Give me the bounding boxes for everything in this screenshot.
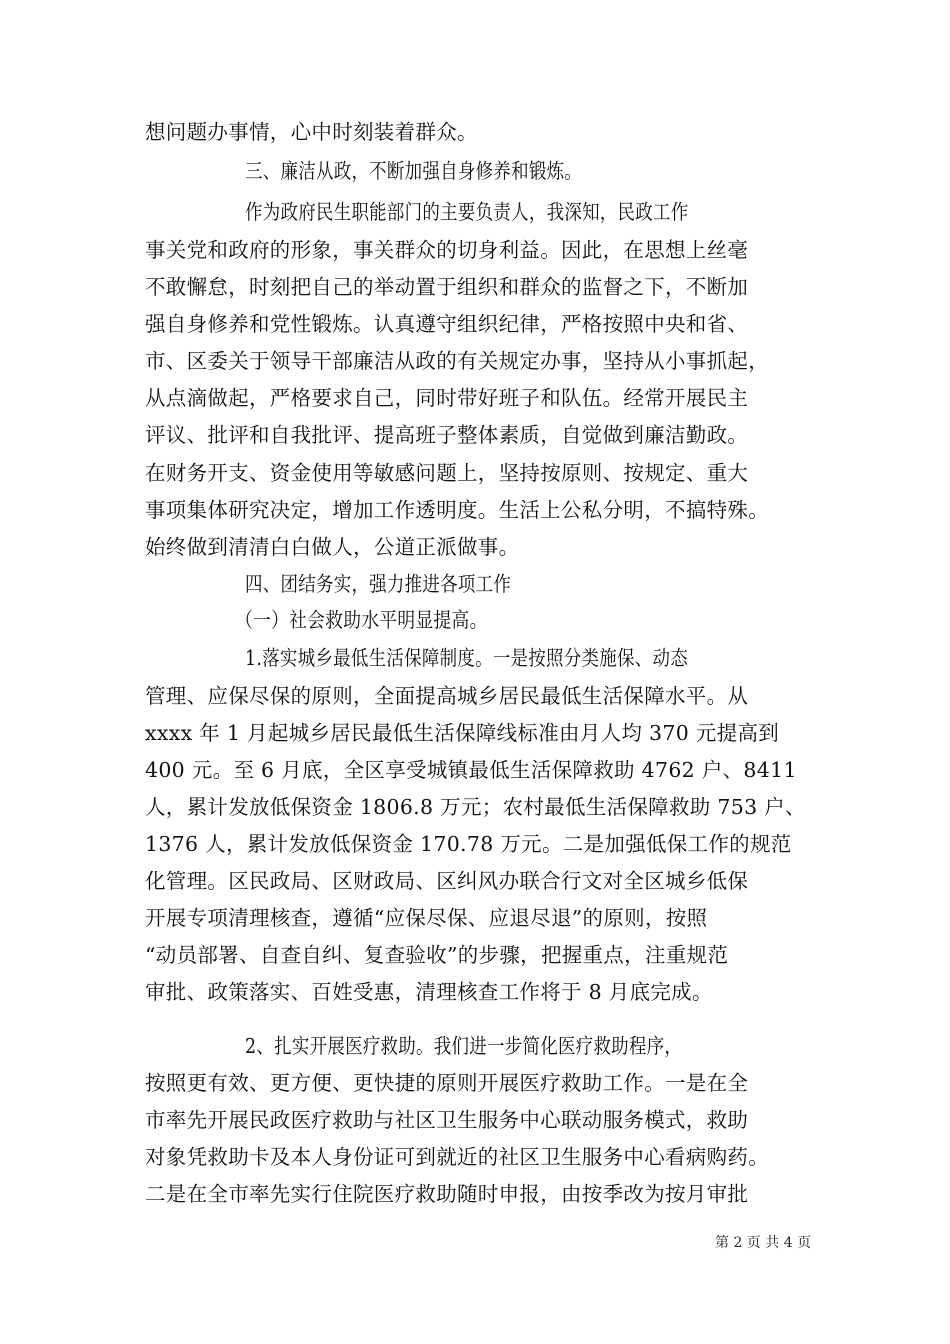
text-line: 评议、批评和自我批评、提高班子整体素质，自觉做到廉洁勤政。: [145, 423, 749, 447]
text-line: 开展专项清理核查，遵循“应保尽保、应退尽退”的原则，按照: [145, 906, 708, 930]
text-line: 对象凭救助卡及本人身份证可到就近的社区卫生服务中心看病购药。: [145, 1145, 769, 1169]
section-heading: 四、团结务实，强力推进各项工作: [245, 572, 512, 596]
text-line: 事项集体研究决定，增加工作透明度。生活上公私分明，不搞特殊。: [145, 498, 769, 522]
text-line: xxxx 年 1 月起城乡居民最低生活保障线标准由月人均 370 元提高到: [145, 721, 780, 745]
text-line: 400 元。至 6 月底，全区享受城镇最低生活保障救助 4762 户、8411: [145, 758, 797, 782]
text-line: “动员部署、自查自纠、复查验收”的步骤，把握重点，注重规范: [145, 943, 729, 967]
text-line: 1376 人，累计发放低保资金 170.78 万元。二是加强低保工作的规范: [145, 832, 792, 856]
text-line: 始终做到清清白白做人，公道正派做事。: [145, 535, 520, 559]
text-line: 市率先开展民政医疗救助与社区卫生服务中心联动服务模式，救助: [145, 1108, 749, 1132]
text-line: 在财务开支、资金使用等敏感问题上，坚持按原则、按规定、重大: [145, 461, 749, 485]
text-line: 想问题办事情，心中时刻装着群众。: [145, 120, 478, 144]
text-line: 强自身修养和党性锻炼。认真遵守组织纪律，严格按照中央和省、: [145, 312, 749, 336]
page-number-footer: 第 2 页 共 4 页: [715, 1235, 812, 1251]
text-line: 从点滴做起，严格要求自己，同时带好班子和队伍。经常开展民主: [145, 386, 749, 410]
text-line: 管理、应保尽保的原则，全面提高城乡居民最低生活保障水平。从: [145, 684, 749, 708]
subsection-heading: （一）社会救助水平明显提高。: [235, 608, 488, 632]
text-line: 不敢懈怠，时刻把自己的举动置于组织和群众的监督之下，不断加: [145, 275, 749, 299]
text-line: 二是在全市率先实行住院医疗救助随时申报，由按季改为按月审批: [145, 1182, 749, 1206]
text-line: 人，累计发放低保资金 1806.8 万元；农村最低生活保障救助 753 户、: [145, 795, 806, 819]
paragraph-first-line: 2、扎实开展医疗救助。我们进一步简化医疗救助程序，: [245, 1034, 683, 1058]
text-line: 事关党和政府的形象，事关群众的切身利益。因此，在思想上丝毫: [145, 238, 749, 262]
paragraph-first-line: 1.落实城乡最低生活保障制度。一是按照分类施保、动态: [245, 646, 688, 670]
text-line: 按照更有效、更方便、更快捷的原则开展医疗救助工作。一是在全: [145, 1071, 749, 1095]
text-line: 市、区委关于领导干部廉洁从政的有关规定办事，坚持从小事抓起，: [145, 349, 769, 373]
text-line: 化管理。区民政局、区财政局、区纠风办联合行文对全区城乡低保: [145, 869, 749, 893]
section-heading: 三、廉洁从政，不断加强自身修养和锻炼。: [245, 159, 583, 183]
text-line: 审批、政策落实、百姓受惠，清理核查工作将于 8 月底完成。: [145, 980, 713, 1004]
paragraph-first-line: 作为政府民生职能部门的主要负责人，我深知，民政工作: [245, 200, 689, 224]
